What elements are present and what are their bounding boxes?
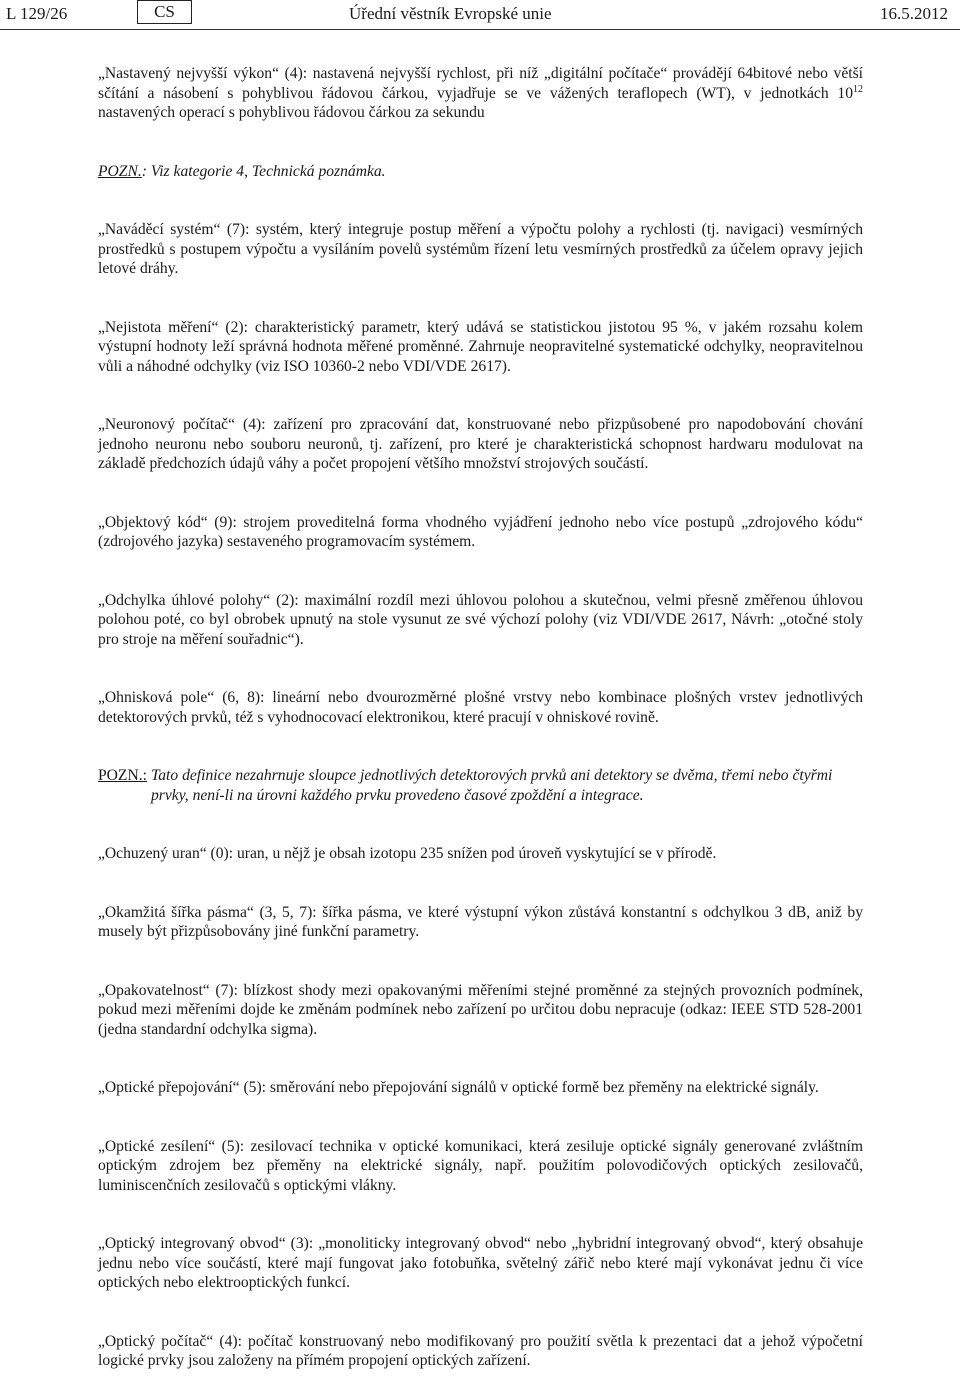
definition-paragraph: „Ochuzený uran“ (0): uran, u nějž je obsah izotopu 235 snížen pod úroveň vyskytující se v přírodě. bbox=[98, 845, 717, 862]
definition-paragraph: „Nastavený nejvyšší výkon“ (4): nastavená nejvyšší rychlost, při níž „digitální počítače“ provádějí 64bitové nebo větší sčítání a násobení s pohyblivou řádovou čárkou, vyjadřuje se ve vážených teraflopech (WT), v jednotkách $10^{12}$ nastavených operací s pohyblivou řádovou čárkou za sekundu bbox=[98, 65, 863, 121]
definition-paragraph: „Objektový kód“ (9): strojem proveditelná forma vhodného vyjádření jednoho nebo více postupů „zdrojového kódu“ (zdrojového jazyka) sestaveného programovacím systémem. bbox=[98, 513, 863, 550]
publication-date: 16.5.2012 bbox=[880, 4, 948, 23]
definition-paragraph: „Ohnisková pole“ (6, 8): lineární nebo dvourozměrné plošné vrstvy nebo kombinace plošných vrstev jednotlivých detektorových prvků, též s vyhodnocovací elektronikou, které pracují v ohniskové rovině. bbox=[98, 689, 863, 726]
journal-title: Úřední věstník Evropské unie bbox=[349, 4, 552, 23]
header-divider bbox=[0, 29, 960, 30]
definition-paragraph: „Nejistota měření“ (2): charakteristický parametr, který udává se statistickou jistotou 95 %, v jakém rozsahu kolem výstupní hodnoty leží správná hodnota měřené proměnné. Zahrnuje neopravitelné systematické odchylky, neopravitelnou vůli a náhodné odchylky (viz ISO 10360-2 nebo VDI/VDE 2617). bbox=[98, 318, 863, 375]
definition-paragraph: „Neuronový počítač“ (4): zařízení pro zpracování dat, konstruované nebo přizpůsobené pro napodobování chování jednoho neuronu nebo souboru neuronů, tj. zařízení, pro které je charakteristická schopnost hardwaru modulovat na základě předchozích údajů váhy a počet propojení většího množství strojových součástí. bbox=[98, 416, 863, 472]
note-paragraph bbox=[98, 162, 863, 182]
definition-paragraph: „Opakovatelnost“ (7): blízkost shody mezi opakovanými měřeními stejné proměnné za stejných provozních podmínek, pokud mezi měřeními dojde ke změnám podmínek nebo zařízení po určitou dobu nepracuje (odkaz: IEEE STD 528-2001 (jedna standardní odchylka sigma). bbox=[98, 981, 863, 1038]
definition-paragraph: „Okamžitá šířka pásma“ (3, 5, 7): šířka pásma, ve které výstupní výkon zůstává konstantní s odchylkou 3 dB, aniž by musely být přizpůsobovány jiné funkční parametry. bbox=[98, 903, 863, 940]
page-header bbox=[0, 0, 960, 30]
definition-paragraph: „Naváděcí systém“ (7): systém, který integruje postup měření a výpočtu polohy a rychlosti (tj. navigaci) vesmírných prostředků s postupem výpočtu a vysíláním povelů systémům řízení letu vesmírných prostředků za účelem opravy jejich letové dráhy. bbox=[98, 221, 863, 277]
definition-paragraph: „Optické zesílení“ (5): zesilovací technika v optické komunikaci, která zesiluje optické signály generované zvláštním optickým zdrojem bez přeměny na elektrické signály, např. použitím polovodičových optických zesilovačů, luminiscenčních zesilovačů s optickými vlákny. bbox=[98, 1137, 863, 1194]
definition-paragraph: „Optický počítač“ (4): počítač konstruovaný nebo modifikovaný pro použití světla k prezentaci dat a jehož výpočetní logické prvky jsou založeny na přímém propojení optických zařízení. bbox=[98, 1332, 863, 1369]
language-badge: CS bbox=[137, 0, 192, 24]
page-number: L 129/26 bbox=[6, 4, 68, 23]
document-body bbox=[98, 64, 863, 1371]
note-label: POZN.: bbox=[98, 767, 147, 784]
definition-paragraph: „Optický integrovaný obvod“ (3): „monoliticky integrovaný obvod“ nebo „hybridní integrovaný obvod“, který obsahuje jednu nebo více součástí, které mají fungovat jako fotobuňka, světelný zářič nebo které mají vykonávat jednu či více optických nebo elektrooptických funkcí. bbox=[98, 1235, 863, 1291]
definition-paragraph: „Optické přepojování“ (5): směrování nebo přepojování signálů v optické formě bez přeměny na elektrické signály. bbox=[98, 1079, 819, 1096]
note-label: POZN. bbox=[98, 162, 142, 180]
note-text: : Viz kategorie 4, Technická poznámka. bbox=[141, 162, 386, 180]
definition-paragraph: „Odchylka úhlové polohy“ (2): maximální rozdíl mezi úhlovou polohou a skutečnou, velmi přesně změřenou úhlovou polohou poté, co byl obrobek upnutý na stole vysunut ze své výchozí polohy (viz VDI/VDE 2617, Návrh: „otočné stoly pro stroje na měření souřadnic“). bbox=[98, 591, 863, 648]
note-text: Tato definice nezahrnuje sloupce jednotlivých detektorových prvků ani detektory se dvěma, třemi nebo čtyřmi prvky, není-li na úrovni každého prvku provedeno časové zpoždění a integrace. bbox=[151, 767, 833, 804]
note-paragraph bbox=[98, 766, 863, 805]
